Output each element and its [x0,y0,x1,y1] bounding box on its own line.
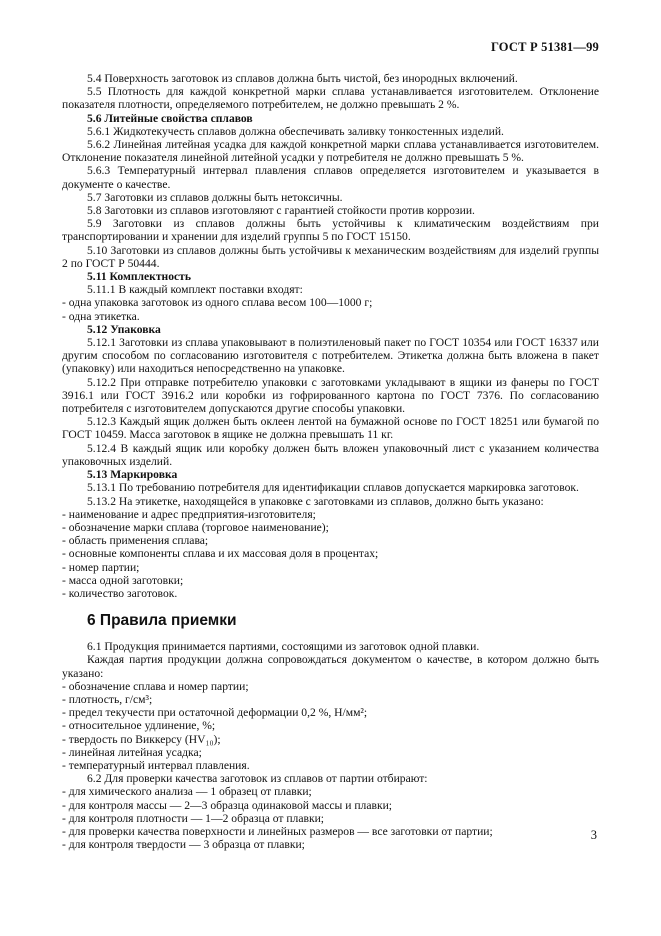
list-item: - плотность, г/см³; [62,692,153,706]
list-item: - для контроля твердости — 3 образца от плавки; [62,838,305,852]
paragraph: 5.12.3 Каждый ящик должен быть оклеен лентой на бумажной основе по ГОСТ 18251 или бумагой по ГОСТ 10459. Масса заготовок в ящике не должна превышать 11 кг. [62,415,599,442]
section-heading: 6 Правила приемки [87,612,237,630]
subsection-heading: 5.11 Комплектность [87,270,192,284]
list-item: - одна этикетка. [62,309,140,323]
paragraph: 5.10 Заготовки из сплавов должны быть устойчивы к механическим воздействиям для изделий группы 2 по ГОСТ Р 50444. [62,243,599,270]
paragraph: 5.8 Заготовки из сплавов изготовляют с гарантией стойкости против коррозии. [87,204,475,218]
subsection-heading: 5.12 Упаковка [87,322,161,336]
paragraph: 5.12.2 При отправке потребителю упаковки с заготовками укладывают в ящики из фанеры по ГОСТ 3916.1 или ГОСТ 3916.2 или коробки из гофрированного картона по ГОСТ 7376. По согласованию потребителя с изготовителем допускаются другие способы упаковки. [62,375,599,416]
paragraph: 5.6.2 Линейная литейная усадка для каждой конкретной марки сплава устанавливается изготовителем. Отклонение показателя линейной литейной усадки у потребителя не должно превышать 5 %. [62,138,599,165]
list-item: - одна упаковка заготовок из одного сплава весом 100—1000 г; [62,296,373,310]
document-header: ГОСТ Р 51381—99 [490,40,599,54]
list-item: - линейная литейная усадка; [62,745,202,759]
paragraph: 5.13.1 По требованию потребителя для идентификации сплавов допускается маркировка заготовок. [87,481,579,495]
paragraph: 5.5 Плотность для каждой конкретной марки сплава устанавливается изготовителем. Отклонение показателя плотности, определяемого потребителем, не должно превышать 2 %. [62,85,599,112]
paragraph: 5.12.4 В каждый ящик или коробку должен быть вложен упаковочный лист с указанием количества упаковочных изделий. [62,441,599,468]
paragraph: 5.7 Заготовки из сплавов должны быть нетоксичны. [87,190,343,204]
paragraph: 6.1 Продукция принимается партиями, состоящими из заготовок одной плавки. [87,640,480,654]
list-item: - основные компоненты сплава и их массовая доля в процентах; [62,547,379,561]
list-item: - предел текучести при остаточной деформации 0,2 %, Н/мм²; [62,706,368,720]
list-item: - масса одной заготовки; [62,573,184,587]
list-item: - область применения сплава; [62,534,209,548]
list-item: - для контроля массы — 2—3 образца одинаковой массы и плавки; [62,798,393,812]
paragraph: 6.2 Для проверки качества заготовок из сплавов от партии отбирают: [87,772,428,786]
list-item: - обозначение сплава и номер партии; [62,679,249,693]
list-item: - для химического анализа — 1 образец от плавки; [62,785,312,799]
paragraph: 5.6.3 Температурный интервал плавления сплавов определяется изготовителем и указывается в документе о качестве. [62,164,599,191]
paragraph: 5.4 Поверхность заготовок из сплавов должна быть чистой, без инородных включений. [87,72,518,85]
list-item: - температурный интервал плавления. [62,758,250,772]
list-item: - для проверки качества поверхности и линейных размеров — все заготовки от партии; [62,824,493,838]
list-item: - для контроля плотности — 1—2 образца от плавки; [62,811,325,825]
list-item: - номер партии; [62,560,140,574]
page-number: 3 [590,828,597,842]
list-item: - относительное удлинение, %; [62,719,216,733]
paragraph: 5.13.2 На этикетке, находящейся в упаковке с заготовками из сплавов, должно быть указано: [87,494,544,508]
subsection-heading: 5.13 Маркировка [87,468,178,482]
subsection-heading: 5.6 Литейные свойства сплавов [87,111,253,125]
paragraph: 5.12.1 Заготовки из сплава упаковывают в полиэтиленовый пакет по ГОСТ 10354 или ГОСТ 16337 или другим способом по согласованию изготовителя с потребителем. Этикетка должна быть вложена в пакет (упаковку) или находиться непосредственно на упаковке. [62,336,599,376]
list-item: - обозначение марки сплава (торговое наименование); [62,520,329,534]
paragraph: 5.9 Заготовки из сплавов должны быть устойчивы к климатическим воздействиям при транспортировании и хранении для изделий группы 5 по ГОСТ 15150. [62,217,599,244]
paragraph: 5.11.1 В каждый комплект поставки входят: [87,283,303,297]
paragraph: 5.6.1 Жидкотекучесть сплавов должна обеспечивать заливку тонкостенных изделий. [87,124,504,138]
list-item: - наименование и адрес предприятия-изготовителя; [62,507,316,521]
list-item: - твердость по Виккерсу (HV₁₀); [62,732,221,746]
paragraph: Каждая партия продукции должна сопровождаться документом о качестве, в котором должно быть указано: [62,653,599,680]
document-body [62,72,599,851]
list-item: - количество заготовок. [62,586,178,600]
